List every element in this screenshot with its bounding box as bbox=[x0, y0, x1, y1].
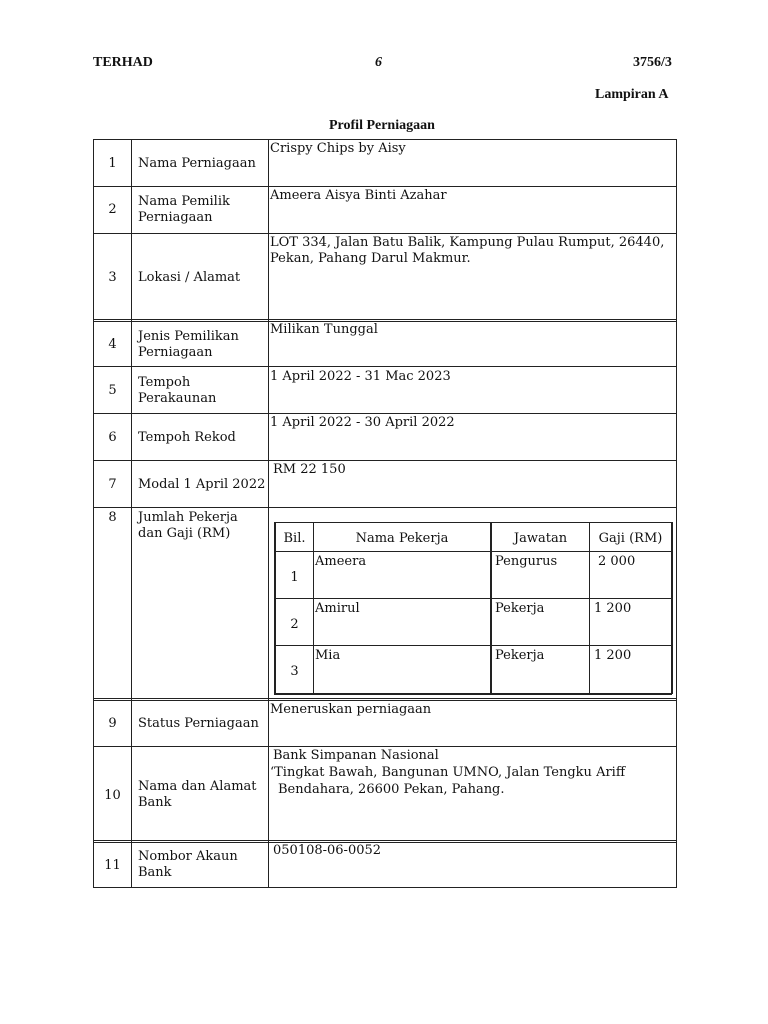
row-value-bank-address-line1: ‘Tingkat Bawah, Bangunan UMNO, Jalan Tengku Ariff bbox=[270, 765, 626, 780]
page-number: 6 bbox=[375, 55, 382, 70]
table-divider-label bbox=[268, 139, 269, 888]
workers-table-line bbox=[589, 522, 590, 694]
row-line bbox=[93, 319, 677, 320]
row-value: Meneruskan perniagaan bbox=[270, 702, 432, 717]
workers-header-name: Nama Pekerja bbox=[355, 531, 449, 546]
row-label: Tempoh Perakaunan bbox=[138, 375, 217, 406]
row-label: Modal 1 April 2022 bbox=[138, 477, 266, 492]
workers-header-no: Bil. bbox=[283, 531, 306, 546]
worker-row-salary: 1 200 bbox=[594, 648, 632, 663]
row-number: 9 bbox=[108, 716, 117, 731]
row-value: 1 April 2022 - 30 April 2022 bbox=[270, 415, 455, 430]
page-title: Profil Perniagaan bbox=[329, 118, 435, 133]
row-label: Jumlah Pekerja dan Gaji (RM) bbox=[138, 510, 238, 541]
row-label: Lokasi / Alamat bbox=[138, 270, 241, 285]
row-number: 1 bbox=[108, 156, 117, 171]
row-line bbox=[93, 366, 677, 367]
classification-label: TERHAD bbox=[93, 55, 153, 70]
workers-table-line bbox=[671, 522, 673, 694]
row-number: 3 bbox=[108, 270, 117, 285]
row-value: Ameera Aisya Binti Azahar bbox=[270, 188, 447, 203]
worker-row-name: Amirul bbox=[315, 601, 360, 616]
worker-row-name: Mia bbox=[315, 648, 341, 663]
worker-row-no: 1 bbox=[290, 570, 299, 585]
row-line bbox=[93, 746, 677, 747]
row-line bbox=[93, 840, 677, 841]
worker-row-name: Ameera bbox=[315, 554, 367, 569]
row-line bbox=[93, 139, 677, 140]
workers-table-line bbox=[274, 551, 672, 552]
row-label: Nombor Akaun Bank bbox=[138, 849, 238, 880]
worker-row-position: Pengurus bbox=[495, 554, 558, 569]
row-number: 5 bbox=[108, 383, 117, 398]
workers-table-line bbox=[274, 693, 672, 695]
row-line bbox=[93, 413, 677, 414]
row-value: 1 April 2022 - 31 Mac 2023 bbox=[270, 369, 451, 384]
row-label: Status Perniagaan bbox=[138, 716, 259, 731]
row-line bbox=[93, 700, 677, 701]
workers-table-line bbox=[274, 598, 672, 599]
row-label: Nama Pemilik Perniagaan bbox=[138, 194, 230, 225]
row-label: Nama Perniagaan bbox=[138, 156, 256, 171]
workers-header-salary: Gaji (RM) bbox=[598, 531, 663, 546]
table-border-right bbox=[676, 139, 677, 888]
worker-row-no: 2 bbox=[290, 617, 299, 632]
row-label: Nama dan Alamat Bank bbox=[138, 779, 257, 810]
row-number: 11 bbox=[104, 858, 121, 873]
row-label: Jenis Pemilikan Perniagaan bbox=[138, 329, 239, 360]
row-number: 10 bbox=[104, 788, 121, 803]
row-number: 2 bbox=[108, 202, 117, 217]
workers-header-position: Jawatan bbox=[513, 531, 568, 546]
row-value: Crispy Chips by Aisy bbox=[270, 141, 406, 156]
table-divider-number bbox=[131, 139, 132, 888]
row-value-bank-name: Bank Simpanan Nasional bbox=[273, 748, 439, 763]
row-line bbox=[93, 186, 677, 187]
row-value: RM 22 150 bbox=[273, 462, 346, 477]
row-number: 6 bbox=[108, 430, 117, 445]
row-value: LOT 334, Jalan Batu Balik, Kampung Pulau Rumput, 26440, Pekan, Pahang Darul Makmur. bbox=[270, 235, 665, 266]
row-number: 4 bbox=[108, 337, 117, 352]
worker-row-salary: 1 200 bbox=[594, 601, 632, 616]
row-value: Milikan Tunggal bbox=[270, 322, 378, 337]
row-number: 7 bbox=[108, 477, 117, 492]
workers-table-line bbox=[490, 522, 492, 694]
row-number: 8 bbox=[108, 510, 117, 525]
workers-table-line bbox=[274, 522, 672, 523]
row-value: 050108-06-0052 bbox=[273, 843, 382, 858]
row-label: Tempoh Rekod bbox=[138, 430, 236, 445]
row-line bbox=[93, 507, 677, 508]
worker-row-position: Pekerja bbox=[495, 601, 545, 616]
worker-row-no: 3 bbox=[290, 664, 299, 679]
row-line bbox=[93, 233, 677, 234]
document-code: 3756/3 bbox=[633, 55, 672, 70]
row-line bbox=[93, 698, 677, 699]
row-value-bank-address-line2: Bendahara, 26600 Pekan, Pahang. bbox=[278, 782, 505, 797]
worker-row-salary: 2 000 bbox=[598, 554, 636, 569]
row-line bbox=[93, 887, 677, 888]
row-line bbox=[93, 460, 677, 461]
appendix-label: Lampiran A bbox=[595, 87, 669, 102]
worker-row-position: Pekerja bbox=[495, 648, 545, 663]
workers-table-line bbox=[313, 522, 314, 694]
workers-table-line bbox=[274, 645, 672, 646]
